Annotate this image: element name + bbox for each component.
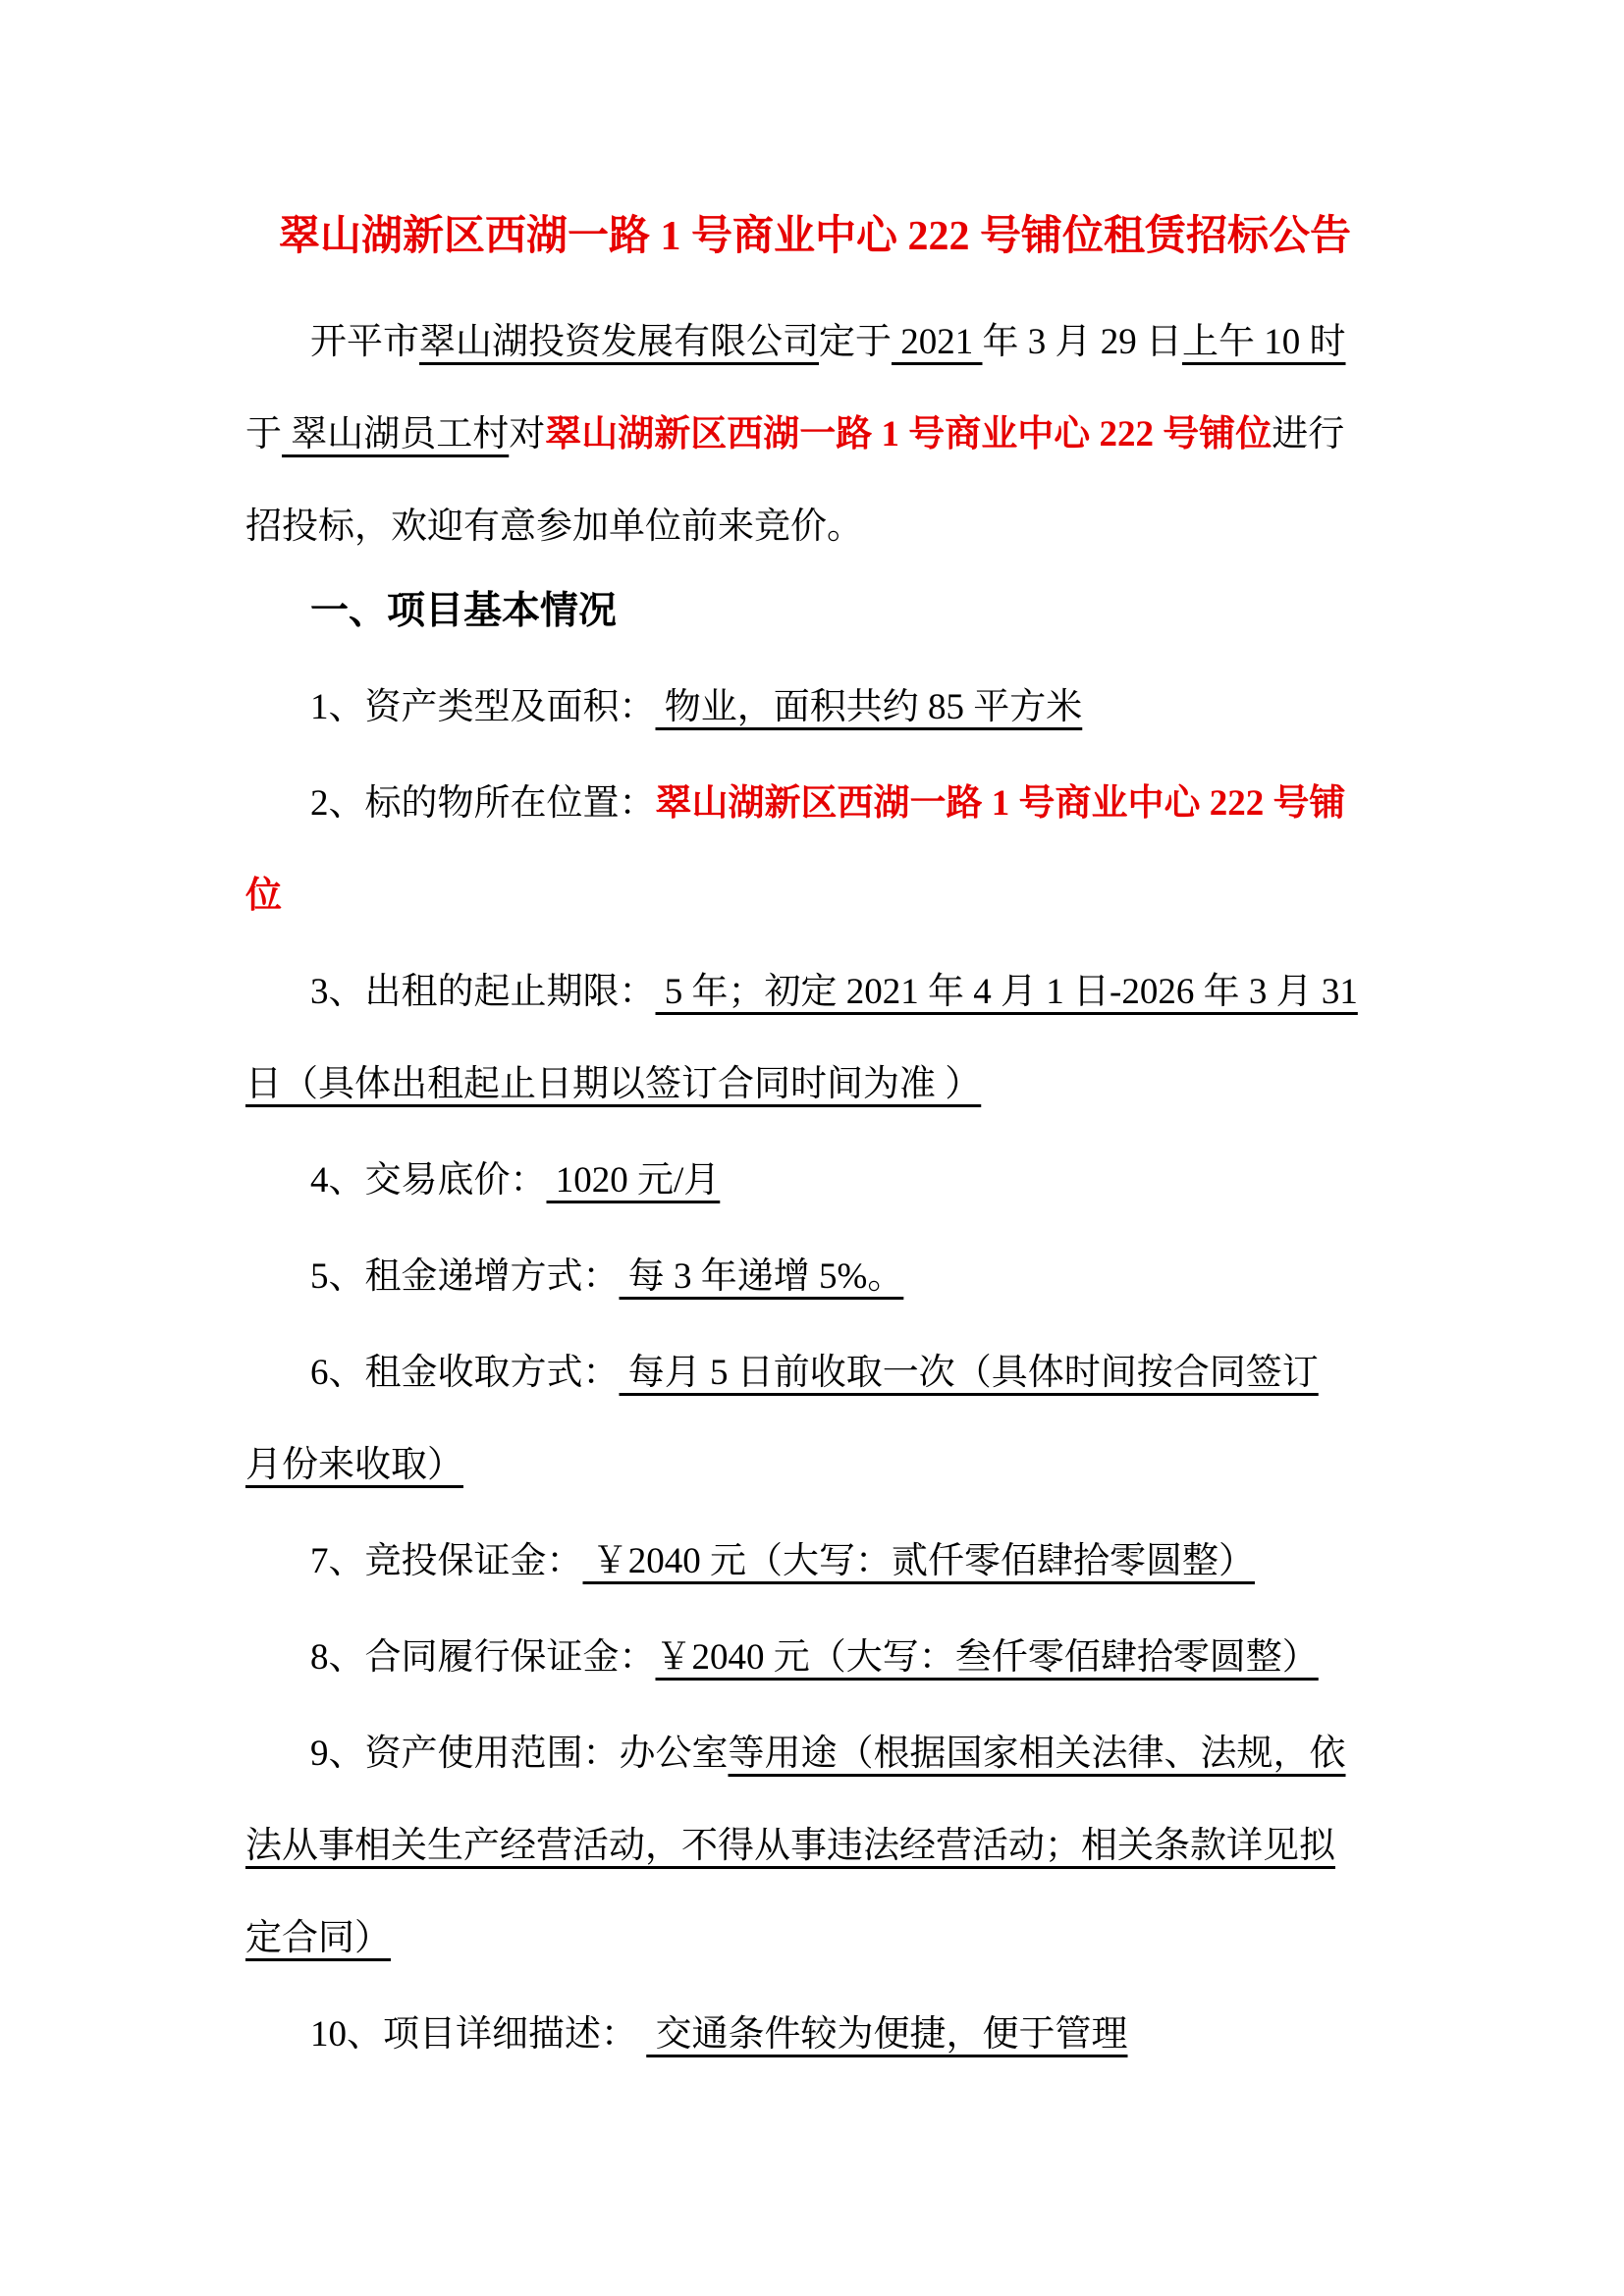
- text-line: [245, 481, 1384, 573]
- text-segment: 1、资产类型及面积：: [310, 687, 656, 727]
- paragraph-heading: [245, 565, 1384, 658]
- text-segment: 年 3 月 29 日: [982, 322, 1182, 362]
- paragraph-item-10: [245, 1989, 1384, 2081]
- text-segment: 定于: [819, 322, 892, 362]
- underlined-value: 法从事相关生产经营活动，不得从事违法经营活动；相关条款详见拟: [245, 1826, 1335, 1866]
- paragraph-item-1: [245, 662, 1384, 754]
- underlined-value: 定合同）: [245, 1918, 391, 1958]
- red-highlight-text: 翠山湖新区西湖一路 1 号商业中心 222 号铺位租赁招标公告: [278, 214, 1351, 259]
- text-segment: 开平市: [310, 322, 419, 362]
- text-segment: 于: [245, 414, 282, 454]
- red-highlight-text: 翠山湖新区西湖一路 1 号商业中心 222 号铺: [655, 783, 1346, 824]
- text-line: [245, 850, 1384, 942]
- underlined-value: ￥2040 元（大写：贰仟零佰肆拾零圆整）: [582, 1541, 1255, 1581]
- text-line: [245, 1516, 1384, 1608]
- paragraph-item-6: [245, 1327, 1384, 1512]
- underlined-value: 翠山湖员工村: [282, 414, 510, 454]
- underlined-value: 每月 5 日前收取一次（具体时间按合同签订: [619, 1353, 1319, 1393]
- red-highlight-text: 位: [245, 876, 282, 916]
- text-segment: 一、项目基本情况: [310, 590, 618, 632]
- text-segment: 9、资产使用范围：办公室: [310, 1734, 729, 1774]
- underlined-value: 1020 元/月: [546, 1160, 721, 1201]
- text-line: [245, 662, 1384, 754]
- text-line: [245, 565, 1384, 658]
- text-line: [245, 1039, 1384, 1131]
- paragraph-item-7: [245, 1516, 1384, 1608]
- text-line: [245, 758, 1384, 850]
- text-segment: 8、合同履行保证金：: [310, 1637, 656, 1678]
- underlined-value: 5 年；初定 2021 年 4 月 1 日-2026 年 3 月 31: [655, 972, 1358, 1012]
- underlined-value: ￥2040 元（大写：叁仟零佰肆拾零圆整）: [655, 1637, 1319, 1678]
- text-line: [245, 296, 1384, 389]
- text-segment: 进行: [1272, 414, 1345, 454]
- paragraph-item-8: [245, 1612, 1384, 1704]
- underlined-value: 物业，面积共约 85 平方米: [655, 687, 1083, 727]
- underlined-value: 2021: [892, 322, 983, 362]
- text-line: [245, 1419, 1384, 1512]
- text-line: [245, 1893, 1384, 1985]
- text-segment: 7、竞投保证金：: [310, 1541, 583, 1581]
- text-segment: 5、租金递增方式：: [310, 1256, 620, 1297]
- text-segment: 10、项目详细描述：: [310, 2014, 647, 2055]
- text-segment: 2、标的物所在位置：: [310, 783, 656, 824]
- underlined-value: 月份来收取）: [245, 1445, 463, 1485]
- underlined-value: 每 3 年递增 5%。: [619, 1256, 904, 1297]
- red-highlight-text: 翠山湖新区西湖一路 1 号商业中心 222 号铺位: [545, 414, 1272, 454]
- paragraph-item-4: [245, 1135, 1384, 1227]
- paragraph-item-5: [245, 1231, 1384, 1323]
- text-line: [245, 1231, 1384, 1323]
- underlined-value: 交通条件较为便捷，便于管理: [646, 2014, 1128, 2055]
- text-segment: 3、出租的起止期限：: [310, 972, 656, 1012]
- paragraph-item-9: [245, 1708, 1384, 1985]
- underlined-value: 翠山湖投资发展有限公司: [419, 322, 819, 362]
- underlined-value: 等用途（根据国家相关法律、法规，依: [728, 1734, 1346, 1774]
- text-segment: 6、租金收取方式：: [310, 1353, 620, 1393]
- text-line: [245, 1800, 1384, 1893]
- paragraph-item-2: [245, 758, 1384, 942]
- text-line: [245, 1327, 1384, 1419]
- underlined-value: 日（具体出租起止日期以签订合同时间为准 ）: [245, 1064, 982, 1104]
- paragraph-item-3: [245, 946, 1384, 1131]
- text-line: [245, 389, 1384, 481]
- text-line: [245, 1135, 1384, 1227]
- text-line: [245, 946, 1384, 1039]
- text-segment: 招投标，欢迎有意参加单位前来竞价。: [245, 507, 863, 547]
- text-line: [245, 1708, 1384, 1800]
- text-line: [245, 1612, 1384, 1704]
- document-title: [245, 190, 1384, 283]
- text-segment: 4、交易底价：: [310, 1160, 547, 1201]
- underlined-value: 上午 10 时: [1182, 322, 1346, 362]
- text-segment: 对: [509, 414, 546, 454]
- text-line: [245, 1989, 1384, 2081]
- text-line: [245, 190, 1384, 283]
- paragraph-intro: [245, 296, 1384, 573]
